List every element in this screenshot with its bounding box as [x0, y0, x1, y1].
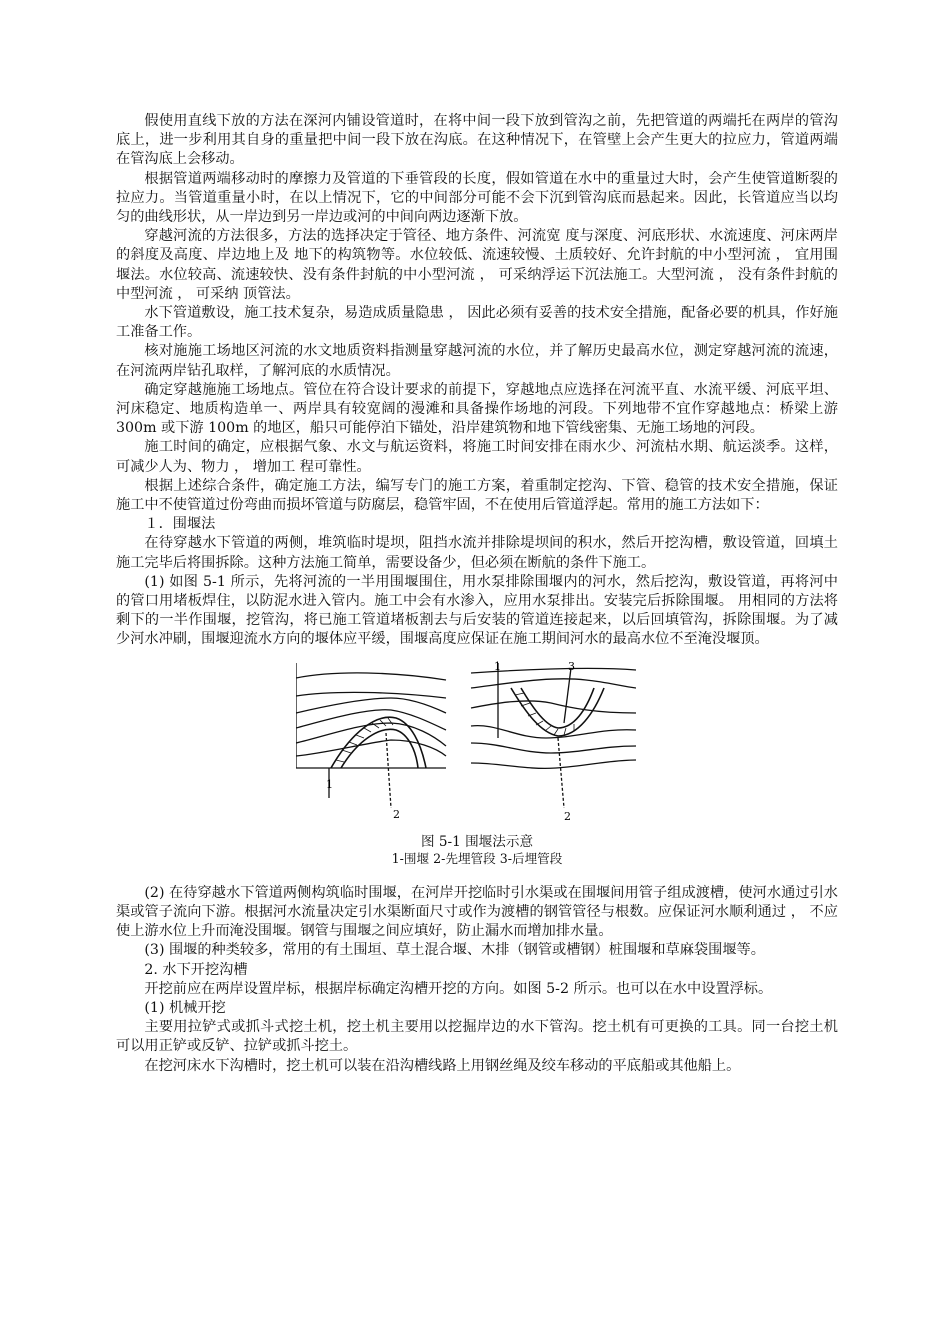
paragraphs-bottom: [116, 884, 838, 1076]
paragraph: 在待穿越水下管道的两侧，堆筑临时堤坝，阻挡水流并排除堤坝间的积水，然后开挖沟槽，敷设管道，回填土施工完毕后将围拆除。这种方法施工简单，需要设备少，但必须在断航的条件下施工。: [116, 535, 838, 571]
paragraph: 根据管道两端移动时的摩擦力及管道的下垂管段的长度，假如管道在水中的重量过大时，会产生使管道断裂的拉应力。当管道重量小时，在以上情况下，它的中间部分可能不会下沉到管沟底而悬起来。因此，长管道应当以均匀的曲线形状，从一岸边到另一岸边或河的中间向两边逐渐下放。: [116, 170, 838, 226]
paragraph: 开挖前应在两岸设置岸标，根据岸标确定沟槽开挖的方向。如图 5-2 所示。也可以在水中设置浮标。: [144, 980, 773, 997]
paragraph: 在挖河床水下沟槽时，挖土机可以装在沿沟槽线路上用钢丝绳及绞车移动的平底船或其他船上。: [144, 1057, 741, 1074]
paragraph: (2) 在待穿越水下管道两侧构筑临时围堰，在河岸开挖临时引水渠或在围堰间用管子组成渡槽，使河水通过引水渠或管子流向下游。根据河水流量决定引水渠断面尺寸或作为渡槽的钢管管径与根数。应保证河水顺利通过 ， 不应使上游水位上升而淹没围堰。钢管与围堰之间应填好，防止漏水而增加排水量。: [116, 884, 838, 940]
section-heading: 2. 水下开挖沟槽: [144, 961, 248, 978]
paragraphs-top: [116, 112, 838, 650]
figure-legend: 1-围堰 2-先埋管段 3-后埋管段: [391, 850, 563, 866]
paragraph: 假使用直线下放的方法在深河内铺设管道时，在将中间一段下放到管沟之前，先把管道的两端托在两岸的管沟底上，进一步利用其自身的重量把中间一段下放在沟底。在这种情况下，在管壁上会产生更大的拉应力，管道两端在管沟底上会移动。: [116, 113, 838, 168]
figure-5-1: [116, 658, 838, 884]
paragraph: (3) 围堰的种类较多，常用的有土围垣、草土混合堰、木排（钢管或槽钢）桩围堰和草麻袋围堰等。: [144, 942, 765, 959]
document-page: [116, 112, 838, 1076]
section-heading: １．围堰法: [144, 516, 216, 533]
paragraph: 确定穿越施施工场地点。管位在符合设计要求的前提下，穿越地点应选择在河流平直、水流平缓、河底平坦、河床稳定、地质构造单一、两岸具有较宽阔的漫滩和具备操作场地的河段。下列地带不宜作穿越地点：桥梁上游 300m 或下游 100m 的地区，船只可能停泊下锚处，沿岸建筑物和地下管线密集、无施工场地的河段。: [116, 381, 838, 437]
paragraph: (1) 如图 5-1 所示，先将河流的一半用围堰围住，用水泵排除围堰内的河水，然后挖沟，敷设管道，再将河中的管口用堵板焊住，以防泥水进入管内。施工中会有水渗入，应用水泵排出。安装完后拆除围堰。 用相同的方法将剩下的一半作围堰，挖管沟，将已施工管道堵板割去与后安装的管道连接起来，以后回填管沟，拆除围堰。为了减少河水冲刷，围堰迎流水方向的堰体应平缓，围堰高度应保证在施工期间河水的最高水位不至淹没堰顶。: [116, 573, 838, 648]
paragraph: 根据上述综合条件，确定施工方法，编写专门的施工方案，着重制定挖沟、下管、稳管的技术安全措施，保证施工中不使管道过份弯曲而损坏管道与防腐层，稳管牢固，不在使用后管道浮起。常用的施工方法如下：: [116, 477, 838, 514]
label-right-2: 2: [564, 809, 571, 823]
label-left-2: 2: [393, 807, 400, 821]
paragraph: 主要用拉铲式或抓斗式挖土机，挖土机主要用以挖掘岸边的水下管沟。挖土机有可更换的工具。同一台挖土机可以用正铲或反铲、拉铲或抓斗挖土。: [116, 1019, 838, 1055]
left-panel: [296, 663, 446, 808]
paragraph: 水下管道敷设，施工技术复杂，易造成质量隐患 ， 因此必须有妥善的技术安全措施，配备必要的机具，作好施工准备工作。: [116, 305, 838, 341]
paragraph: 核对施施工场地区河流的水文地质资料指测量穿越河流的水位，并了解历史最高水位，测定穿越河流的流速，在河流两岸钻孔取样，了解河底的水质情况。: [116, 343, 838, 379]
cofferdam-diagram: [296, 658, 636, 828]
label-right-1: 1: [494, 659, 501, 673]
label-left-1: 1: [326, 777, 333, 791]
label-right-3: 3: [568, 659, 575, 673]
paragraph: 施工时间的确定，应根据气象、水文与航运资料，将施工时间安排在雨水少、河流枯水期、航运淡季。这样，可减少人为、物力 ， 增加工 程可靠性。: [116, 439, 838, 475]
subsection-heading: (1) 机械开挖: [144, 999, 226, 1016]
figure-caption: 图 5-1 围堰法示意: [420, 833, 534, 850]
right-panel: [471, 663, 636, 808]
paragraph: 穿越河流的方法很多，方法的选择决定于管径、地方条件、河流宽 度与深度、河底形状、水流速度、河床两岸的斜度及高度、岸边地上及 地下的构筑物等。水位较低、流速较慢、土质较好、允许封航的中小型河流 ， 宜用围堰法。水位较高、流速较快、没有条件封航的中小型河流 ， 可采纳浮运下沉法施工。大型河流 ， 没有条件封航的中型河流 ， 可采纳 顶管法。: [116, 228, 838, 302]
